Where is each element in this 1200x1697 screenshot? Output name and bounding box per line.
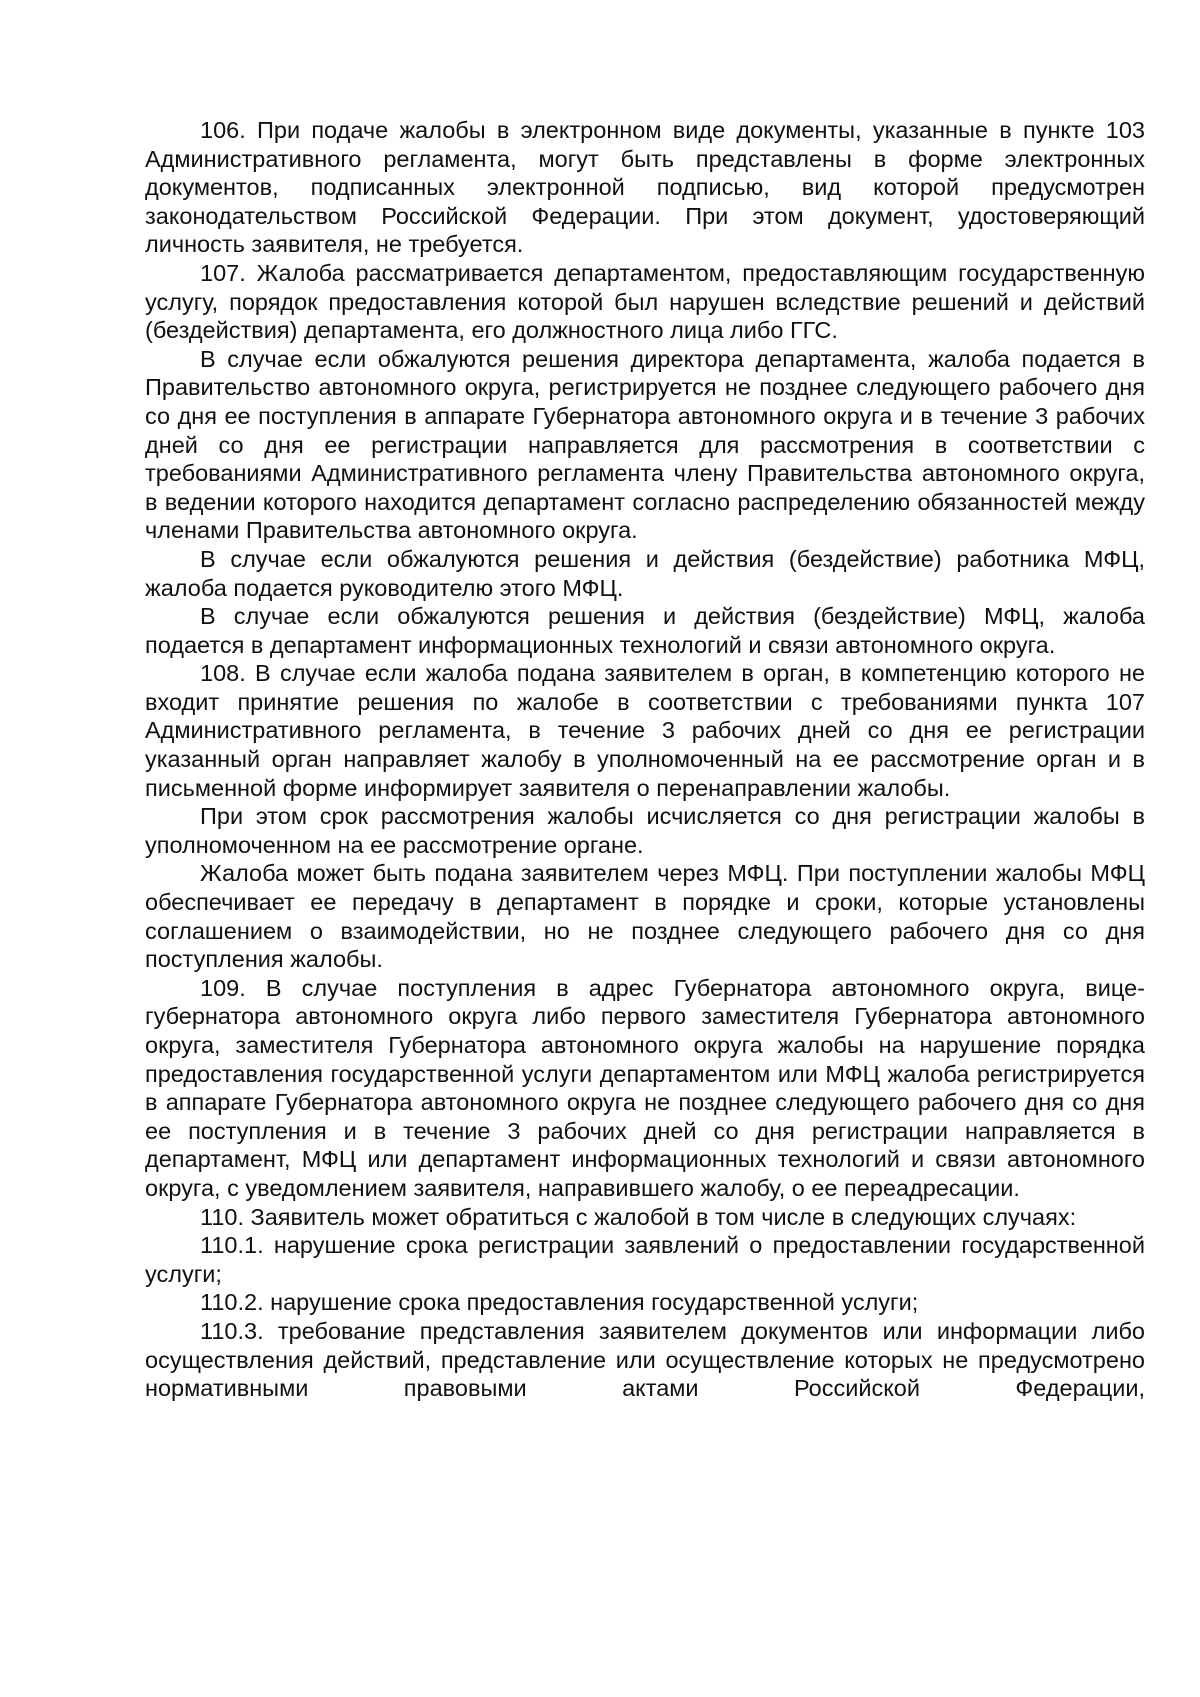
document-page	[145, 116, 1145, 1403]
paragraph-110-3: 110.3. требование представления заявителем документов или информации либо осуществления действий, представление или осуществление которых не предусмотрено нормативными правовыми актами Российской Федерации,	[145, 1317, 1145, 1402]
paragraph-110-2: 110.2. нарушение срока предоставления государственной услуги;	[200, 1289, 919, 1316]
paragraph-107-director-appeal: В случае если обжалуются решения директора департамента, жалоба подается в Правительство автономного округа, регистрируется не позднее следующего рабочего дня со дня ее поступления в аппарате Губернатора автономного округа и в течение 3 рабочих дней со дня ее регистрации направляется для рассмотрения в соответствии с требованиями Административного регламента члену Правительства автономного округа, в ведении которого находится департамент согласно распределению обязанностей между членами Правительства автономного округа.	[145, 345, 1145, 544]
paragraph-108: 108. В случае если жалоба подана заявителем в орган, в компетенцию которого не входит принятие решения по жалобе в соответствии с требованиями пункта 107 Административного регламента, в течение 3 рабочих дней со дня ее регистрации указанный орган направляет жалобу в уполномоченный на ее рассмотрение орган и в письменной форме информирует заявителя о перенаправлении жалобы.	[145, 660, 1145, 801]
paragraph-106: 106. При подаче жалобы в электронном виде документы, указанные в пункте 103 Административного регламента, могут быть представлены в форме электронных документов, подписанных электронной подписью, вид которой предусмотрен законодательством Российской Федерации. При этом документ, удостоверяющий личность заявителя, не требуется.	[145, 117, 1145, 258]
paragraph-110-1: 110.1. нарушение срока регистрации заявлений о предоставлении государственной услуги;	[145, 1232, 1145, 1287]
paragraph-107-mfc-worker-appeal: В случае если обжалуются решения и действия (бездействие) работника МФЦ, жалоба подается руководителю этого МФЦ.	[145, 545, 1145, 601]
paragraph-109: 109. В случае поступления в адрес Губернатора автономного округа, вице-губернатора автономного округа либо первого заместителя Губернатора автономного округа, заместителя Губернатора автономного округа жалобы на нарушение порядка предоставления государственной услуги департаментом или МФЦ жалоба регистрируется в аппарате Губернатора автономного округа не позднее следующего рабочего дня со дня ее поступления и в течение 3 рабочих дней со дня регистрации направляется в департамент, МФЦ или департамент информационных технологий и связи автономного округа, с уведомлением заявителя, направившего жалобу, о ее переадресации.	[145, 974, 1145, 1201]
paragraph-108-via-mfc: Жалоба может быть подана заявителем через МФЦ. При поступлении жалобы МФЦ обеспечивает ее передачу в департамент в порядке и сроки, которые установлены соглашением о взаимодействии, но не позднее следующего рабочего дня со дня поступления жалобы.	[145, 860, 1145, 973]
paragraph-110: 110. Заявитель может обратиться с жалобой в том числе в следующих случаях:	[200, 1203, 1077, 1230]
paragraph-108-term: При этом срок рассмотрения жалобы исчисляется со дня регистрации жалобы в уполномоченном на ее рассмотрение органе.	[145, 803, 1145, 858]
paragraph-107-mfc-appeal: В случае если обжалуются решения и действия (бездействие) МФЦ, жалоба подается в департамент информационных технологий и связи автономного округа.	[145, 603, 1145, 658]
paragraph-107: 107. Жалоба рассматривается департаментом, предоставляющим государственную услугу, порядок предоставления которой был нарушен вследствие решений и действий (бездействия) департамента, его должностного лица либо ГГС.	[145, 259, 1145, 344]
